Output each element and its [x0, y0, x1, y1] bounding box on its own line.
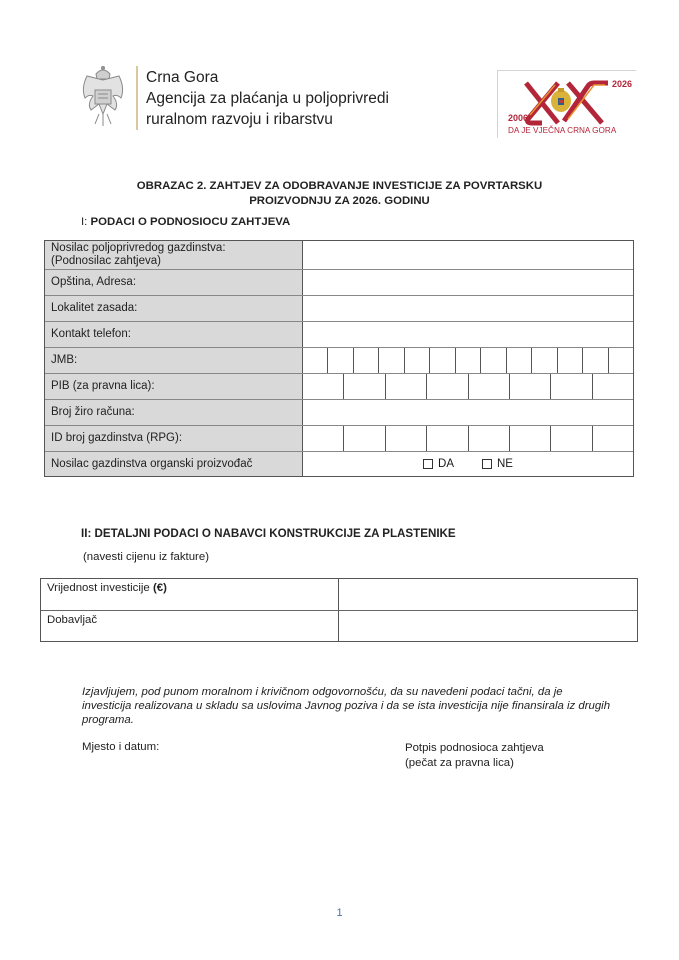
rpg-digit[interactable]: [509, 426, 550, 451]
bank-account-label: Broj žiro računa:: [45, 400, 303, 425]
location-label: Lokalitet zasada:: [45, 296, 303, 321]
agency-line-name: Agencija za plaćanja u poljoprivredi: [146, 90, 389, 107]
pib-digit[interactable]: [550, 374, 591, 399]
phone-label: Kontakt telefon:: [45, 322, 303, 347]
rpg-digit[interactable]: [343, 426, 384, 451]
rpg-digit[interactable]: [426, 426, 467, 451]
investment-value-input[interactable]: [339, 579, 637, 610]
rpg-digit[interactable]: [550, 426, 591, 451]
table-row-rpg: [45, 425, 633, 451]
jmb-label: JMB:: [45, 348, 303, 373]
pib-digit[interactable]: [303, 374, 343, 399]
supplier-input[interactable]: [339, 611, 637, 641]
supplier-label: Dobavljač: [41, 611, 339, 641]
logo-year-start: 2006: [508, 113, 529, 123]
independence-anniversary-logo: [497, 70, 636, 138]
table-row-organic: [45, 451, 633, 476]
jmb-digit[interactable]: [429, 348, 454, 373]
header-divider: [136, 66, 138, 130]
pib-digit-cells: [303, 374, 633, 399]
jmb-digit-cells: [303, 348, 633, 373]
checkbox-icon: [423, 459, 433, 469]
bank-account-input[interactable]: [303, 400, 633, 425]
organic-no-label: NE: [497, 458, 513, 470]
stamp-label: (pečat za pravna lica): [405, 757, 514, 769]
table-row-bank-account: [45, 399, 633, 425]
address-input[interactable]: [303, 270, 633, 295]
section1-title: PODACI O PODNOSIOCU ZAHTJEVA: [90, 216, 291, 228]
section2-heading: II: DETALJNI PODACI O NABAVCI KONSTRUKCIJE ZA PLASTENIKE: [81, 527, 456, 540]
currency-symbol: (€): [152, 582, 167, 594]
organic-yes-label: DA: [438, 458, 454, 470]
jmb-digit[interactable]: [378, 348, 403, 373]
jmb-digit[interactable]: [480, 348, 505, 373]
row-label: [45, 241, 303, 269]
pib-label: PIB (za pravna lica):: [45, 374, 303, 399]
jmb-digit[interactable]: [303, 348, 327, 373]
signature-block: [405, 741, 544, 771]
agency-line-name-cont: ruralnom razvoju i ribarstvu: [146, 111, 333, 128]
procurement-table: [40, 578, 638, 642]
jmb-digit[interactable]: [404, 348, 429, 373]
table-row-phone: [45, 321, 633, 347]
applicant-data-table: [44, 240, 634, 477]
pib-digit[interactable]: [592, 374, 633, 399]
table-row-jmb: [45, 347, 633, 373]
pib-digit[interactable]: [343, 374, 384, 399]
jmb-digit[interactable]: [531, 348, 556, 373]
phone-input[interactable]: [303, 322, 633, 347]
agency-name: [146, 67, 389, 130]
table-row-holder: [45, 241, 633, 269]
table-row-supplier: [41, 610, 637, 641]
holder-label-sub: (Podnosilac zahtjeva): [51, 255, 161, 267]
coat-of-arms-icon: [79, 64, 127, 130]
pib-digit[interactable]: [509, 374, 550, 399]
investment-value-text: Vrijednost investicije: [47, 582, 153, 594]
document-title: [0, 179, 679, 209]
rpg-digit[interactable]: [303, 426, 343, 451]
rpg-digit[interactable]: [592, 426, 633, 451]
organic-options: [303, 452, 633, 476]
address-label: Opština, Adresa:: [45, 270, 303, 295]
table-row-pib: [45, 373, 633, 399]
jmb-digit[interactable]: [353, 348, 378, 373]
jmb-digit[interactable]: [557, 348, 582, 373]
rpg-label: ID broj gazdinstva (RPG):: [45, 426, 303, 451]
organic-no-checkbox[interactable]: [482, 458, 513, 470]
jmb-digit[interactable]: [582, 348, 607, 373]
logo-year-end: 2026: [612, 79, 633, 89]
jmb-digit[interactable]: [455, 348, 480, 373]
jmb-digit[interactable]: [327, 348, 352, 373]
agency-line-country: Crna Gora: [146, 69, 219, 86]
rpg-digit[interactable]: [468, 426, 509, 451]
jmb-digit[interactable]: [506, 348, 531, 373]
holder-input[interactable]: [303, 241, 633, 269]
rpg-digit-cells: [303, 426, 633, 451]
document-title-line1: OBRAZAC 2. ZAHTJEV ZA ODOBRAVANJE INVESTICIJE ZA POVRTARSKU: [136, 180, 543, 192]
page-number: 1: [336, 907, 343, 919]
table-row-location: [45, 295, 633, 321]
table-row-investment-value: [41, 579, 637, 610]
jmb-digit[interactable]: [608, 348, 633, 373]
section1-prefix: I:: [81, 216, 91, 228]
declaration-text: Izjavljujem, pod punom moralnom i krivičnom odgovornošću, da su navedeni podaci tačni, da je investicija realizovana u skladu sa uslovima Javnog poziva i da se ista investicija nije finansirala iz drugih programa.: [82, 686, 611, 726]
rpg-digit[interactable]: [385, 426, 426, 451]
document-title-line2: PROIZVODNJU ZA 2026. GODINU: [249, 195, 430, 207]
location-input[interactable]: [303, 296, 633, 321]
logo-motto: DA JE VJEČNA CRNA GORA: [508, 126, 617, 135]
organic-label: Nosilac gazdinstva organski proizvođač: [45, 452, 303, 476]
section1-heading: [81, 216, 290, 228]
place-date-label: Mjesto i datum:: [82, 741, 160, 753]
pib-digit[interactable]: [385, 374, 426, 399]
pib-digit[interactable]: [468, 374, 509, 399]
section2-note: (navesti cijenu iz fakture): [83, 551, 209, 563]
pib-digit[interactable]: [426, 374, 467, 399]
checkbox-icon: [482, 459, 492, 469]
investment-value-label: [41, 579, 339, 610]
organic-yes-checkbox[interactable]: [423, 458, 454, 470]
table-row-address: [45, 269, 633, 295]
holder-label: Nosilac poljoprivredog gazdinstva:: [51, 242, 226, 254]
signature-label: Potpis podnosioca zahtjeva: [405, 742, 544, 754]
